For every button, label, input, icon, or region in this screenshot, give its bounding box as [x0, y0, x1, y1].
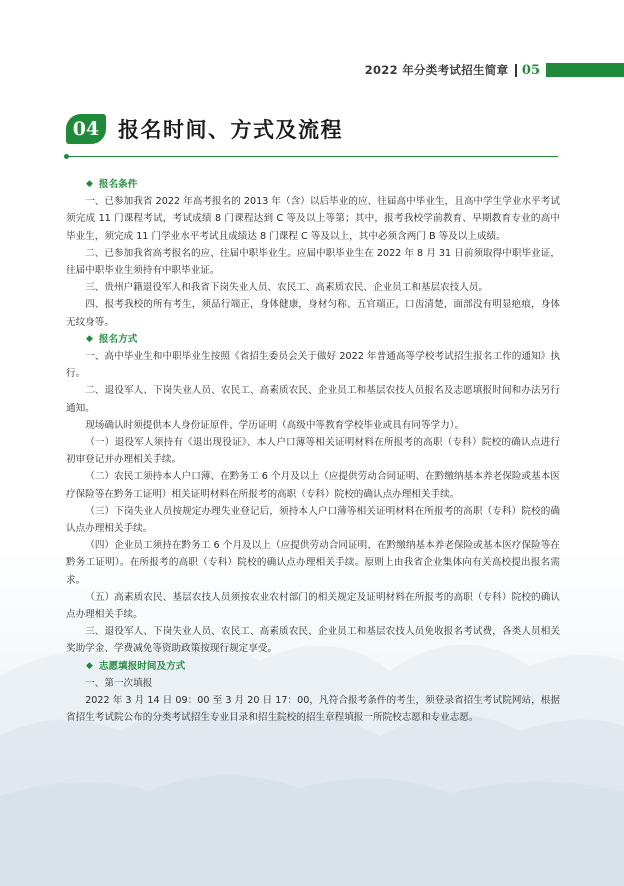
subheading: [66, 331, 560, 348]
paragraph: 一、高中毕业生和中职毕业生按照《省招生委员会关于做好 2022 年普通高等学校考试招生报名工作的通知》执行。: [66, 351, 560, 380]
section-heading: [66, 114, 343, 144]
subheading-text: 志愿填报时间及方式: [98, 660, 186, 672]
page-number: 05: [521, 62, 540, 78]
header-accent-bar: [546, 63, 624, 77]
subheading: [66, 658, 560, 675]
paragraph: 三、贵州户籍退役军人和我省下岗失业人员、农民工、高素质农民、企业员工和基层农技人员。: [85, 282, 489, 294]
section-rule: [66, 156, 558, 157]
paragraph: 二、已参加我省高考报名的应、往届中职毕业生。应届中职毕业生在 2022 年 8 月 31 日前须取得中职毕业证，往届中职毕业生须持有中职毕业证。: [66, 247, 560, 277]
page-header: [365, 62, 624, 78]
diamond-icon: ◆: [86, 333, 93, 344]
paragraph: 现场确认时须提供本人身份证原件、学历证明（高级中等教育学校毕业或具有同等学力）。: [85, 419, 465, 431]
subheading: [66, 176, 560, 193]
paragraph: （二）农民工须持本人户口薄、在黔务工 6 个月及以上（应提供劳动合同证明、在黔缴纳基本养老保险或基本医疗保险等在黔务工证明）相关证明材料在所报考的高职（专科）院校的确认点办理相关手续。: [66, 471, 560, 500]
paragraph: （四）企业员工须持在黔务工 6 个月及以上（应提供劳动合同证明、在黔缴纳基本养老保险或基本医疗保险等在黔务工证明）。在所报考的高职（专科）院校的确认点办理相关手续。原则上由我省企业集体向有关高校提出报名需求。: [66, 540, 560, 586]
body-content: [66, 176, 560, 727]
diamond-icon: ◆: [86, 179, 93, 189]
paragraph: 一、已参加我省 2022 年高考报名的 2013 年（含）以后毕业的应、往届高中毕业生，且高中学生学业水平考试须完成 11 门课程考试，考试成绩 8 门课程达到 C 等及以上等第；其中，报考我校学前教育、早期教育专业的高中毕业生，须完成 11 门学业水平考试且成绩达 8 门课程 C 等及以上，其中必须含两门 B 等及以上成绩。: [66, 196, 560, 242]
subheading-text: 报名条件: [98, 179, 138, 190]
section-title: 报名时间、方式及流程: [118, 118, 343, 142]
subheading-text: 报名方式: [98, 333, 138, 345]
paragraph: 三、退役军人、下岗失业人员、农民工、高素质农民、企业员工和基层农技人员免收报名考试费，各类人员相关奖助学金、学费减免等资助政策按现行规定享受。: [66, 626, 560, 655]
section-number-badge: 04: [66, 114, 106, 144]
paragraph: （一）退役军人须持有《退出现役证》、本人户口薄等相关证明材料在所报考的高职（专科）院校的确认点进行初审登记并办理相关手续。: [66, 437, 560, 466]
header-title: 2022 年分类考试招生简章: [364, 63, 509, 77]
paragraph: 二、退役军人、下岗失业人员、农民工、高素质农民、企业员工和基层农技人员报名及志愿填报时间和办法另行通知。: [66, 385, 560, 414]
paragraph: 一、第一次填报: [85, 677, 153, 689]
paragraph: （三）下岗失业人员按规定办理失业登记后，须持本人户口薄等相关证明材料在所报考的高职（专科）院校的确认点办理相关手续。: [66, 505, 560, 535]
paragraph: 2022 年 3 月 14 日 09：00 至 3 月 20 日 17：00，凡符合报考条件的考生，须登录省招生考试院网站，根据省招生考试院公布的分类考试招生专业目录和招生院校的招生章程填报一所院校志愿和专业志愿。: [66, 695, 560, 724]
paragraph: （五）高素质农民、基层农技人员须按农业农村部门的相关规定及证明材料在所报考的高职（专科）院校的确认点办理相关手续。: [66, 591, 560, 621]
diamond-icon: ◆: [86, 660, 93, 671]
paragraph: 四、报考我校的所有考生，须品行端正，身体健康，身材匀称、五官端正，口齿清楚，面部没有明显疤痕，身体无纹身等。: [66, 299, 560, 328]
header-separator: [515, 64, 517, 77]
